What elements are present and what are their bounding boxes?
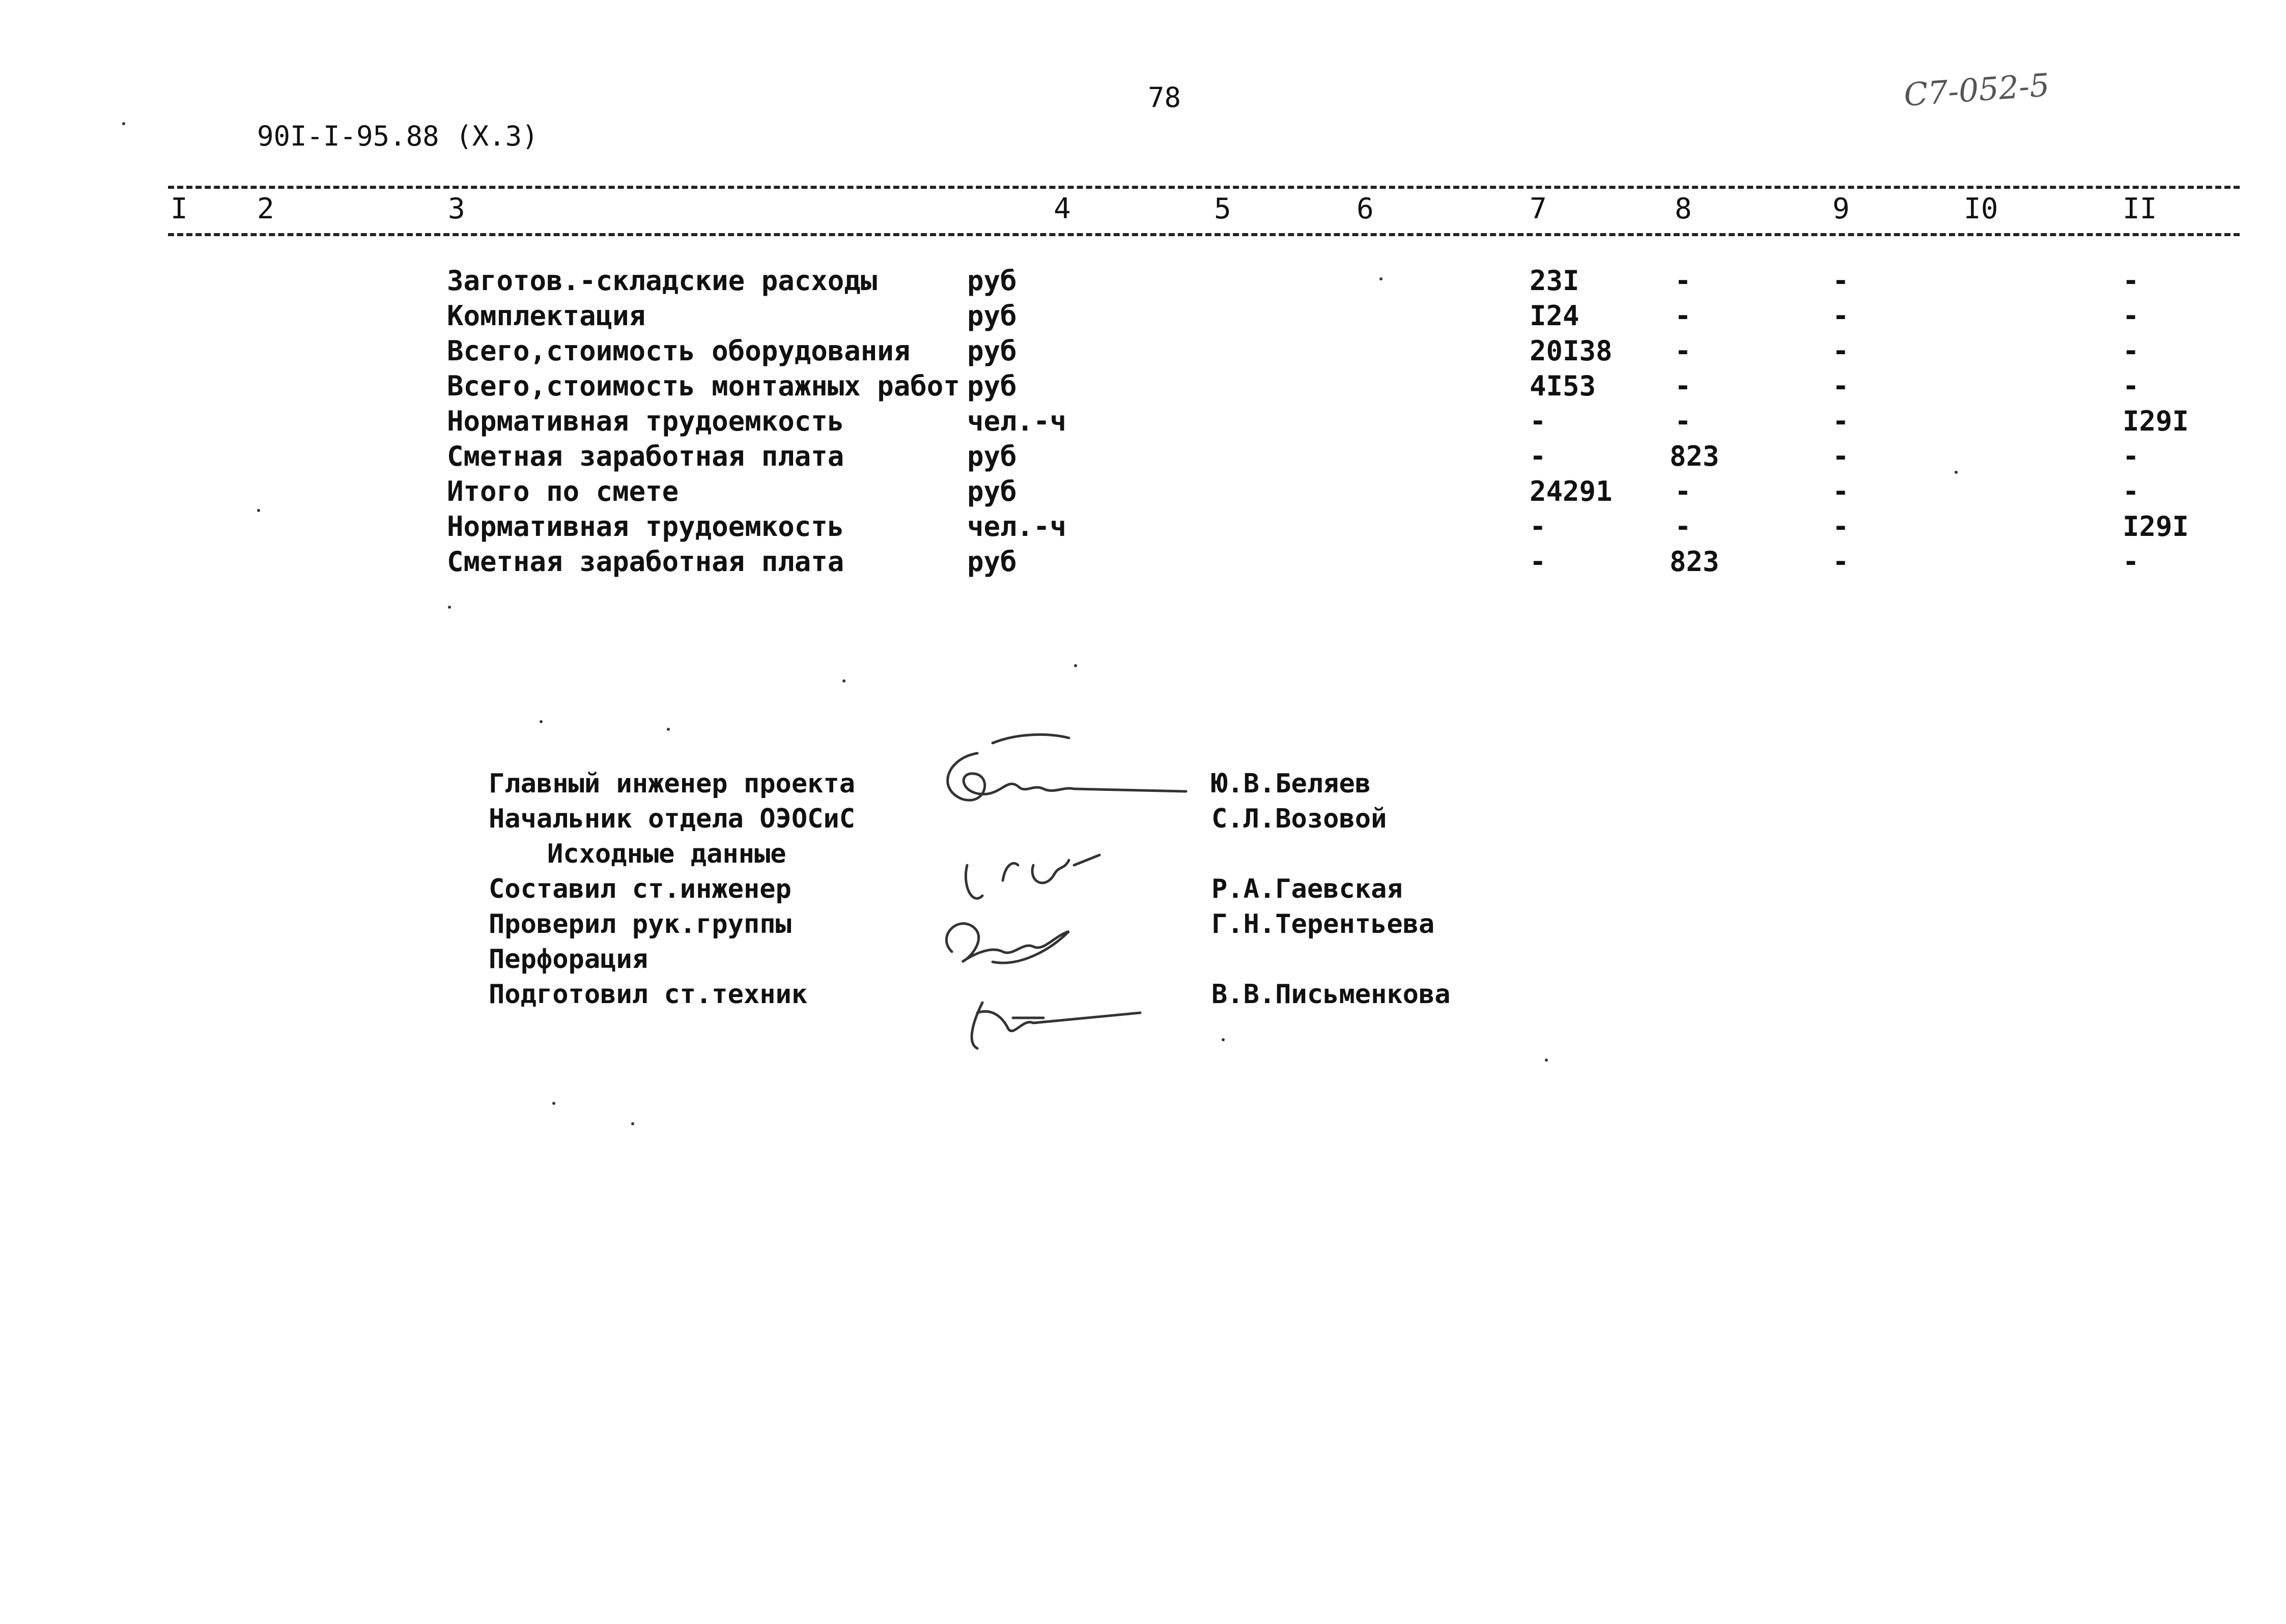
row-label: Комплектация — [447, 300, 646, 332]
signature-role: Начальник отдела ОЭОСиС — [489, 804, 856, 834]
row-label: Итого по смете — [447, 475, 679, 507]
cell-col9: - — [1832, 335, 1849, 367]
row-label: Нормативная трудоемкость — [447, 405, 844, 437]
cell-col7: I24 — [1530, 300, 1579, 332]
row-label: Всего,стоимость оборудования — [447, 335, 911, 367]
scan-speck — [540, 720, 543, 723]
cell-col9: - — [1832, 265, 1849, 297]
signature-compiler — [966, 855, 1099, 898]
cell-col9: - — [1832, 475, 1849, 507]
row-unit: руб — [967, 546, 1017, 578]
scan-speck — [257, 509, 260, 512]
row-unit: руб — [967, 440, 1017, 472]
cell-col7: - — [1530, 510, 1546, 543]
scan-speck — [667, 728, 670, 731]
column-number: II — [2123, 192, 2157, 225]
cell-col7: 23I — [1530, 265, 1579, 297]
row-unit: руб — [967, 475, 1017, 507]
scan-speck — [1545, 1059, 1548, 1062]
cell-col9: - — [1832, 510, 1849, 543]
scan-speck — [1222, 1038, 1225, 1041]
cell-col8: - — [1675, 475, 1691, 507]
row-unit: руб — [967, 265, 1017, 297]
cell-col11: I29I — [2123, 405, 2189, 437]
cell-col11: - — [2123, 265, 2139, 297]
signature-role: Главный инженер проекта — [489, 768, 856, 799]
cell-col9: - — [1832, 405, 1849, 437]
row-unit: руб — [967, 370, 1017, 402]
cell-col11: - — [2123, 475, 2139, 507]
cell-col8: - — [1675, 405, 1691, 437]
row-label: Нормативная трудоемкость — [447, 510, 844, 543]
row-label: Заготов.-складские расходы — [447, 265, 878, 297]
scan-speck — [631, 1122, 634, 1125]
signatory-name: В.В.Письменкова — [1211, 979, 1451, 1010]
column-number: 5 — [1214, 192, 1231, 225]
cell-col8: 823 — [1670, 546, 1719, 578]
row-unit: чел.-ч — [967, 510, 1067, 543]
scan-speck — [448, 606, 451, 609]
header-bottom-rule — [168, 233, 2240, 236]
cell-col9: - — [1832, 440, 1849, 472]
signature-role: Перфорация — [489, 944, 648, 975]
column-number: 2 — [257, 192, 274, 225]
signature-role: Составил ст.инженер — [489, 874, 792, 904]
cell-col11: I29I — [2123, 510, 2189, 543]
cell-col9: - — [1832, 546, 1849, 578]
cell-col11: - — [2123, 546, 2139, 578]
column-number: 8 — [1675, 192, 1692, 225]
row-unit: руб — [967, 300, 1017, 332]
column-number: 9 — [1832, 192, 1850, 225]
header-top-rule — [168, 186, 2240, 189]
column-number: 4 — [1054, 192, 1071, 225]
cell-col11: - — [2123, 370, 2139, 402]
cell-col7: - — [1530, 405, 1546, 437]
signature-role: Исходные данные — [547, 839, 786, 869]
scan-speck — [842, 679, 845, 682]
row-unit: чел.-ч — [967, 405, 1067, 437]
cell-col11: - — [2123, 440, 2139, 472]
scan-speck — [122, 122, 125, 125]
signatory-name: Ю.В.Беляев — [1211, 768, 1371, 799]
cell-col8: - — [1675, 300, 1691, 332]
signatory-name: Г.Н.Терентьева — [1211, 909, 1435, 939]
document-code: 90I-I-95.88 (X.3) — [257, 120, 539, 152]
scan-speck — [1955, 471, 1958, 474]
cell-col8: - — [1675, 510, 1691, 543]
cell-col11: - — [2123, 300, 2139, 332]
signatory-name: С.Л.Возовой — [1211, 804, 1387, 834]
signatory-name: Р.А.Гаевская — [1211, 874, 1403, 904]
cell-col7: 4I53 — [1530, 370, 1596, 402]
column-number: 3 — [448, 192, 465, 225]
scan-speck — [552, 1102, 555, 1105]
cell-col8: - — [1675, 335, 1691, 367]
row-label: Всего,стоимость монтажных работ — [447, 370, 960, 402]
column-number: 6 — [1357, 192, 1374, 225]
scan-speck — [1074, 664, 1077, 667]
handwritten-signatures — [916, 713, 1201, 1059]
page-number: 78 — [1148, 81, 1181, 113]
cell-col9: - — [1832, 370, 1849, 402]
signature-chief-engineer — [948, 734, 1186, 800]
column-number: 7 — [1530, 192, 1547, 225]
row-label: Сметная заработная плата — [447, 546, 844, 578]
cell-col8: 823 — [1670, 440, 1719, 472]
signature-technician — [972, 1003, 1140, 1048]
cell-col7: - — [1530, 546, 1546, 578]
scan-speck — [1379, 277, 1382, 280]
column-number: I0 — [1964, 192, 1998, 225]
signature-group-lead — [946, 924, 1069, 963]
cell-col7: 24291 — [1530, 475, 1613, 507]
cell-col9: - — [1832, 300, 1849, 332]
cell-col7: - — [1530, 440, 1546, 472]
row-label: Сметная заработная плата — [447, 440, 844, 472]
cell-col8: - — [1675, 265, 1691, 297]
archive-stamp-mark: C7-052-5 — [1902, 66, 2051, 113]
signature-role: Проверил рук.группы — [489, 909, 792, 939]
row-unit: руб — [967, 335, 1017, 367]
column-number: I — [171, 192, 188, 225]
signature-role: Подготовил ст.техник — [489, 979, 808, 1010]
cell-col11: - — [2123, 335, 2139, 367]
cell-col7: 20I38 — [1530, 335, 1613, 367]
cell-col8: - — [1675, 370, 1691, 402]
